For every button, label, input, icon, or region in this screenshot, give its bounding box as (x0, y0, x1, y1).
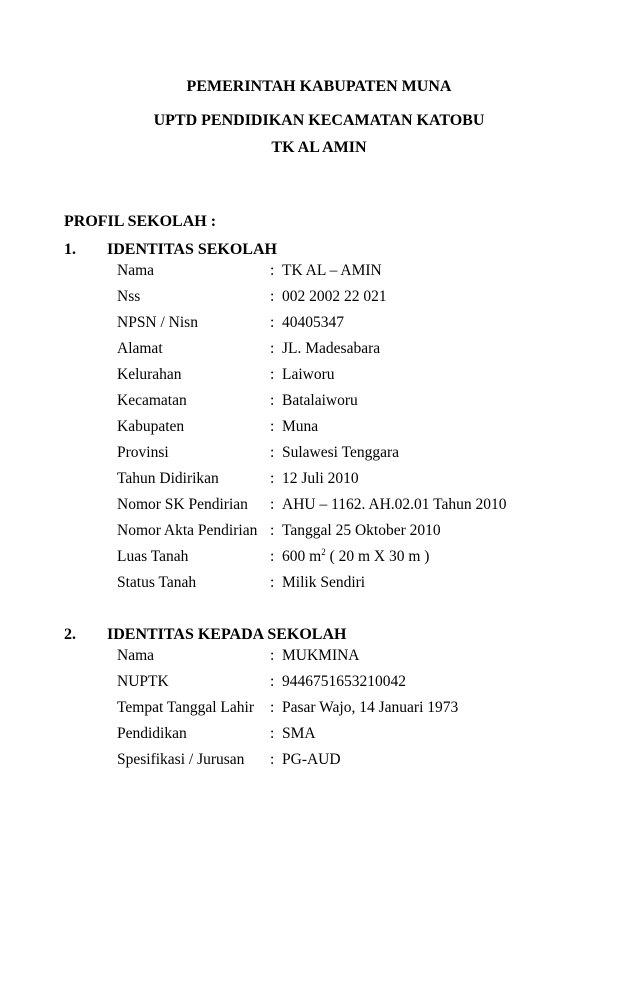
field-colon: : (270, 574, 275, 591)
field-colon: : (270, 496, 275, 513)
header-school-name: TK AL AMIN (271, 139, 367, 156)
field-label: Provinsi (117, 444, 169, 461)
field-label: Alamat (117, 340, 163, 357)
field-label: Tahun Didirikan (117, 470, 219, 487)
field-label: Nss (117, 288, 141, 305)
field-colon: : (270, 699, 275, 716)
section-1-number: 1. (64, 241, 76, 258)
field-value: Batalaiworu (282, 392, 358, 409)
field-value: Tanggal 25 Oktober 2010 (282, 522, 441, 539)
field-colon: : (270, 647, 275, 664)
field-value: Milik Sendiri (282, 574, 366, 591)
field-value: 002 2002 22 021 (282, 288, 387, 305)
field-colon: : (270, 444, 275, 461)
field-value: Pasar Wajo, 14 Januari 1973 (282, 699, 459, 716)
field-label: NUPTK (117, 673, 169, 690)
field-label: Luas Tanah (117, 548, 189, 565)
field-label: NPSN / Nisn (117, 314, 198, 331)
field-colon: : (270, 392, 275, 409)
section-2-number: 2. (64, 626, 76, 643)
field-value: 40405347 (282, 314, 344, 331)
field-value: Laiworu (282, 366, 335, 383)
field-value: PG-AUD (282, 751, 341, 768)
field-value: TK AL – AMIN (282, 262, 382, 279)
field-colon: : (270, 288, 275, 305)
land-area-value: 600 m (282, 548, 322, 565)
field-label: Kecamatan (117, 392, 187, 409)
field-value: JL. Madesabara (282, 340, 381, 357)
field-value: 9446751653210042 (282, 673, 406, 690)
field-colon: : (270, 418, 275, 435)
land-area-dimensions: ( 20 m X 30 m ) (325, 548, 430, 565)
field-label: Spesifikasi / Jurusan (117, 751, 245, 768)
field-label: Kelurahan (117, 366, 182, 383)
field-value: 12 Juli 2010 (282, 470, 359, 487)
section-2-title: IDENTITAS KEPADA SEKOLAH (107, 626, 347, 643)
field-label: Pendidikan (117, 725, 187, 742)
field-colon: : (270, 470, 275, 487)
field-label: Nomor Akta Pendirian (117, 522, 258, 539)
field-value: MUKMINA (282, 647, 360, 664)
header-government: PEMERINTAH KABUPATEN MUNA (186, 78, 452, 95)
field-value: Sulawesi Tenggara (282, 444, 399, 461)
field-colon: : (270, 262, 275, 279)
field-label: Status Tanah (117, 574, 197, 591)
field-label: Nama (117, 647, 155, 664)
header-uptd: UPTD PENDIDIKAN KECAMATAN KATOBU (153, 112, 485, 129)
field-value: SMA (282, 725, 316, 742)
field-colon: : (270, 751, 275, 768)
section-1-title: IDENTITAS SEKOLAH (107, 241, 277, 258)
field-colon: : (270, 548, 275, 565)
field-colon: : (270, 366, 275, 383)
field-colon: : (270, 314, 275, 331)
field-colon: : (270, 522, 275, 539)
field-label: Tempat Tanggal Lahir (117, 699, 254, 716)
field-colon: : (270, 340, 275, 357)
field-label: Nama (117, 262, 155, 279)
field-value (282, 548, 429, 566)
field-colon: : (270, 673, 275, 690)
field-label: Nomor SK Pendirian (117, 496, 248, 513)
field-value: AHU – 1162. AH.02.01 Tahun 2010 (282, 496, 507, 513)
field-colon: : (270, 725, 275, 742)
profile-title: PROFIL SEKOLAH : (64, 213, 217, 230)
field-value: Muna (282, 418, 319, 435)
squared-superscript: 2 (321, 546, 326, 557)
field-label: Kabupaten (117, 418, 185, 435)
